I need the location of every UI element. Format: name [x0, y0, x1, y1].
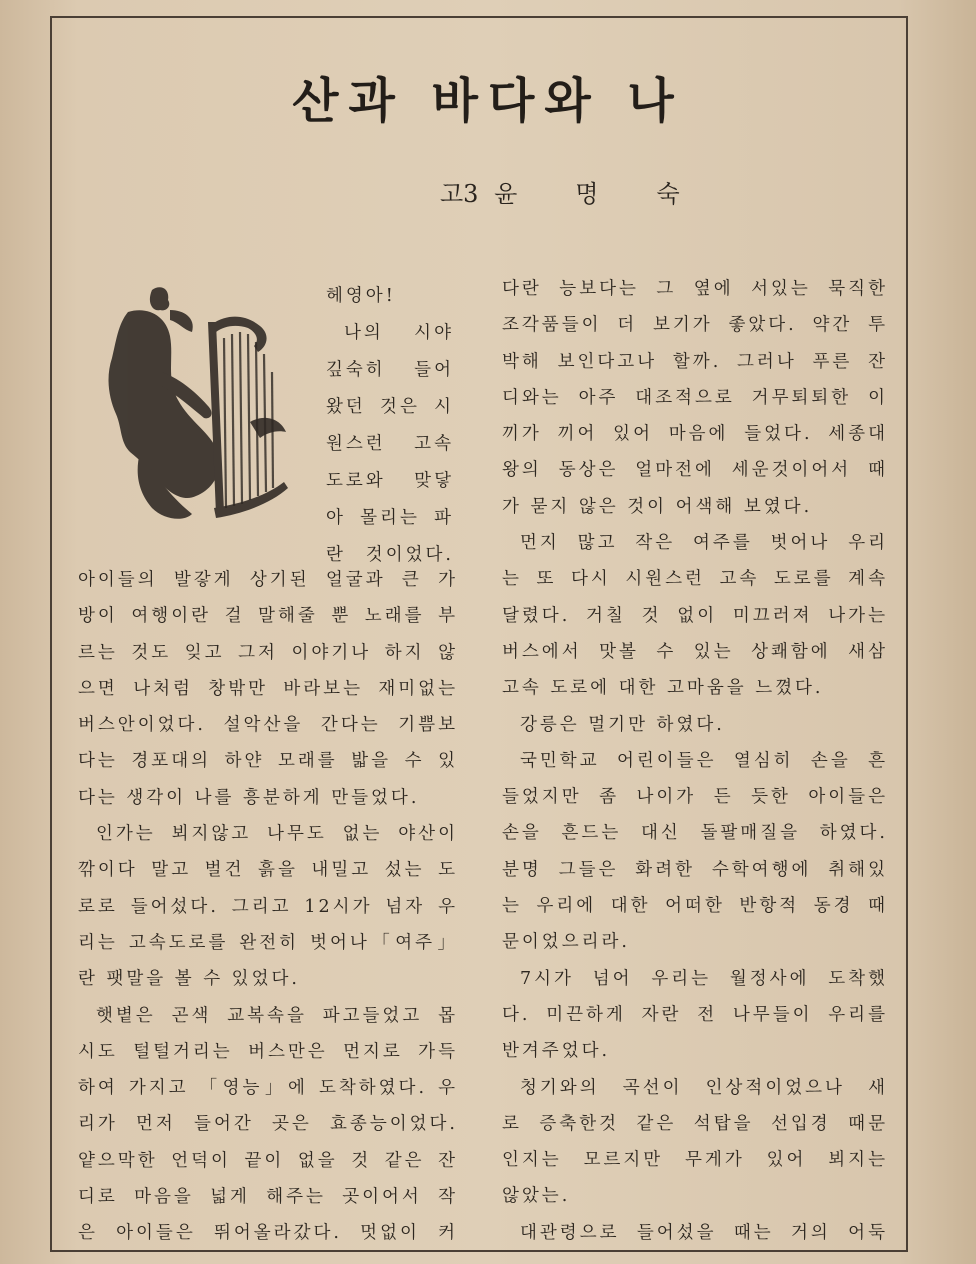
text-line: 들었지만 좀 나이가 든 듯한 아이들은 [502, 787, 888, 808]
text-line: 분명 그들은 화려한 수학여행에 취해있 [502, 859, 888, 880]
text-line: 도로와 맞닿 [326, 471, 454, 491]
text-line: 반겨주었다. [502, 1041, 611, 1062]
text-line: 는 우리에 대한 어떠한 반항적 동경 때 [502, 896, 888, 917]
text-line: 란 것이었다. [326, 545, 454, 565]
text-line: 끼가 끼어 있어 마음에 들었다. 세종대 [502, 424, 888, 445]
text-line: 헤영아! [326, 286, 396, 306]
text-line: 달렸다. 거칠 것 없이 미끄러져 나가는 [502, 605, 888, 626]
harp-player-woodcut-icon [100, 282, 295, 537]
article-byline [440, 174, 738, 209]
text-line: 방이 여행이란 걸 말해줄 뿐 노래를 부 [78, 606, 458, 627]
text-line: 다. 미끈하게 자란 전 나무들이 우리를 [502, 1004, 888, 1025]
text-line: 청기와의 곡선이 인상적이었으나 새 [520, 1077, 888, 1098]
text-line: 다는 경포대의 하얀 모래를 밟을 수 있 [78, 751, 458, 772]
text-line: 왕의 동상은 얼마전에 세운것이어서 때 [502, 460, 888, 481]
text-line: 손을 흔드는 대신 돌팔매질을 하였다. [502, 823, 888, 844]
text-line: 가 묻지 않은 것이 어색해 보였다. [502, 496, 813, 517]
text-line: 깎이다 말고 벌건 흙을 내밀고 섰는 도 [78, 860, 458, 881]
text-line: 얕으막한 언덕이 끝이 없을 것 같은 잔 [78, 1150, 458, 1171]
text-line: 버스안이었다. 설악산을 간다는 기쁨보 [78, 715, 458, 736]
text-line: 햇볕은 곤색 교복속을 파고들었고 몹 [96, 1005, 458, 1026]
text-line: 란 팻말을 볼 수 있었다. [78, 969, 300, 990]
text-line: 리가 먼저 들어간 곳은 효종능이었다. [78, 1114, 458, 1135]
text-line: 박해 보인다고나 할까. 그러나 푸른 잔 [502, 351, 888, 372]
text-line: 은 아이들은 뛰어올라갔다. 멋없이 커 [78, 1223, 458, 1244]
left-column [78, 562, 458, 1252]
right-column [502, 271, 888, 1251]
article-title: 산과 바다와 나 [292, 73, 684, 129]
byline-author: 윤명숙 [494, 180, 738, 208]
text-line: 조각품들이 더 보기가 좋았다. 약간 투 [502, 315, 888, 336]
text-line: 는 또 다시 시원스런 고속 도로를 계속 [502, 569, 888, 590]
text-line: 아이들의 발갛게 상기된 얼굴과 큰 가 [78, 570, 458, 590]
text-line: 르는 것도 잊고 그저 이야기나 하지 않 [78, 642, 458, 663]
text-line: 인가는 뵈지않고 나무도 없는 야산이 [96, 824, 458, 845]
text-line: 대관령으로 들어섰을 때는 거의 어둑 [520, 1222, 888, 1243]
text-line: 디로 마음을 넓게 해주는 곳이어서 작 [78, 1187, 458, 1208]
text-line: 강릉은 멀기만 하였다. [520, 714, 725, 735]
text-line: 시도 털털거리는 버스만은 먼지로 가득 [78, 1041, 458, 1062]
text-line: 인지는 모르지만 무게가 있어 뵈지는 [502, 1150, 888, 1171]
text-line: 않았는. [502, 1186, 571, 1207]
text-line: 먼지 많고 작은 여주를 벗어나 우리 [520, 533, 888, 554]
text-line: 로로 들어섰다. 그리고 12시가 넘자 우 [78, 896, 458, 917]
text-line: 왔던 것은 시 [326, 397, 454, 417]
text-line: 버스에서 맛볼 수 있는 상쾌함에 새삼 [502, 641, 888, 662]
text-line: 국민학교 어린이들은 열심히 손을 흔 [520, 750, 888, 771]
byline-grade: 고3 [440, 180, 479, 208]
text-line: 다는 생각이 나를 흥분하게 만들었다. [78, 787, 420, 808]
text-line: 로 증축한것 같은 석탑을 선입경 때문 [502, 1113, 888, 1134]
text-line: 원스런 고속 [326, 434, 454, 454]
text-line: 으면 나처럼 창밖만 바라보는 재미없는 [78, 678, 458, 699]
text-line: 고속 도로에 대한 고마움을 느꼈다. [502, 678, 824, 699]
text-line: 문이었으리라. [502, 932, 630, 953]
text-line: 나의 시야 [344, 323, 454, 343]
text-line: 아 몰리는 파 [326, 508, 454, 528]
text-line: 리는 고속도로를 완전히 벗어나「여주」 [78, 932, 458, 953]
text-line: 하여 가지고 「영능」에 도착하였다. 우 [78, 1078, 458, 1099]
text-line: 깊숙히 들어 [326, 360, 454, 380]
text-line: 디와는 아주 대조적으로 거무퇴퇴한 이 [502, 387, 888, 408]
short-column [326, 278, 454, 574]
text-line: 다란 능보다는 그 옆에 서있는 묵직한 [502, 279, 888, 299]
text-line: 7시가 넘어 우리는 월정사에 도착했 [520, 968, 888, 989]
